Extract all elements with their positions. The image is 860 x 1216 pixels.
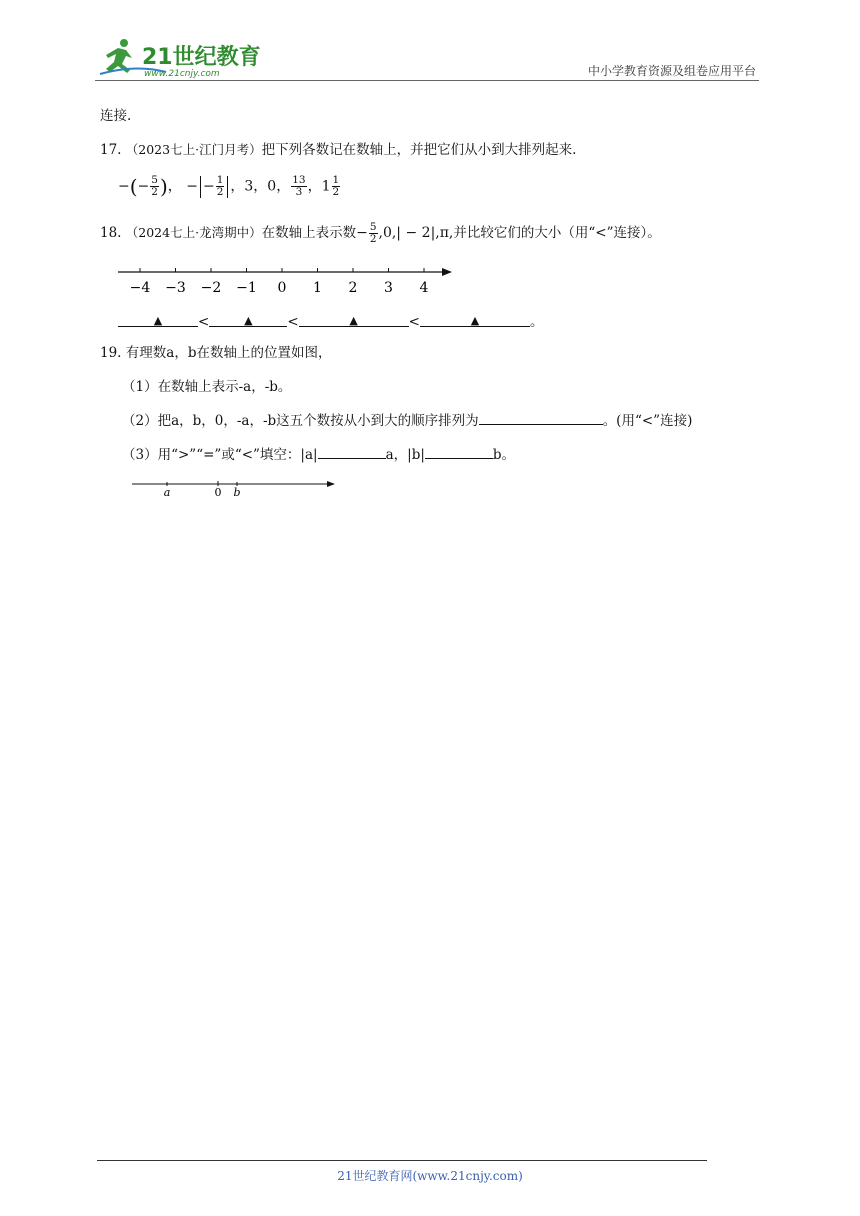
axis-label-a: a: [163, 486, 171, 499]
q19-stem: 19. 有理数a，b在数轴上的位置如图，: [100, 345, 332, 361]
q18-blank-3[interactable]: ▲: [299, 312, 409, 327]
q18-number: 18.: [100, 225, 122, 241]
q17-source: （2023七上·江门月考）: [125, 142, 262, 157]
logo-text: 21世纪教育: [142, 45, 261, 70]
header-divider: [95, 80, 759, 81]
axis-tick-label: −2: [200, 280, 222, 296]
footer-divider: [97, 1160, 707, 1161]
logo-url: www.21cnjy.com: [144, 69, 220, 79]
axis-tick-label: −3: [165, 280, 186, 296]
q17-stem: [100, 140, 576, 160]
q19-blank-a[interactable]: [318, 444, 386, 459]
q17-text: 把下列各数记在数轴上，并把它们从小到大排列起来.: [261, 142, 577, 158]
q19-number: 19.: [100, 345, 122, 361]
q17-numbers: −(− $\frac{5}{2}$ )， − − $\frac{1}{2}$ ，3，0， $\frac{13}{3}$ ，1 $\frac{1}{2}$: [118, 174, 340, 199]
q18-answer-blanks: ▲ < ▲ < ▲ < ▲ 。: [118, 312, 543, 332]
fraction: $\frac{5}{2}$: [369, 221, 377, 245]
q19-part2: （2）把a，b，0，-a，-b这五个数按从小到大的顺序排列为 。(用“<”连接): [122, 410, 692, 431]
q19-number-line: [130, 476, 340, 500]
fraction: $\frac{5}{2}$: [151, 174, 158, 198]
q18-number-line: [116, 262, 456, 298]
fraction: $\frac{1}{2}$: [216, 174, 224, 198]
q18-blank-4[interactable]: ▲: [420, 312, 530, 327]
site-logo: [96, 36, 271, 80]
q19-blank-order[interactable]: [479, 410, 603, 425]
q19-part3: （3）用“>”“=”或“<”填空：|a| a，|b| b。: [122, 444, 515, 465]
q19-blank-b[interactable]: [425, 444, 493, 459]
axis-tick-label: −4: [129, 280, 151, 296]
axis-tick-label: 0: [277, 280, 287, 296]
fraction: $\frac{1}{2}$: [332, 174, 340, 198]
axis-label-b: b: [233, 486, 241, 499]
axis-tick-label: 1: [313, 280, 322, 296]
q18-stem: 18. （2024七上·龙湾期中）在数轴上表示数− $\frac{5}{2}$ ,0,| − 2|,π,并比较它们的大小（用“<”连接）。: [100, 221, 661, 245]
q19-part1: （1）在数轴上表示-a，-b。: [122, 379, 292, 395]
q17-number: 17.: [100, 142, 122, 158]
q18-blank-2[interactable]: ▲: [209, 312, 287, 327]
q18-source: （2024七上·龙湾期中）: [125, 225, 262, 240]
header-platform-text: 中小学教育资源及组卷应用平台: [587, 64, 756, 78]
axis-tick-label: 3: [384, 280, 393, 296]
q18-blank-1[interactable]: ▲: [118, 312, 198, 327]
axis-tick-label: 4: [419, 280, 429, 296]
axis-tick-label: 2: [348, 280, 358, 296]
footer-text: 21世纪教育网(www.21cnjy.com): [337, 1169, 523, 1183]
q16-tail: 连接.: [100, 108, 132, 124]
axis-label-0: 0: [214, 486, 222, 499]
fraction: $\frac{13}{3}$: [292, 174, 306, 198]
axis-tick-label: −1: [236, 280, 257, 296]
